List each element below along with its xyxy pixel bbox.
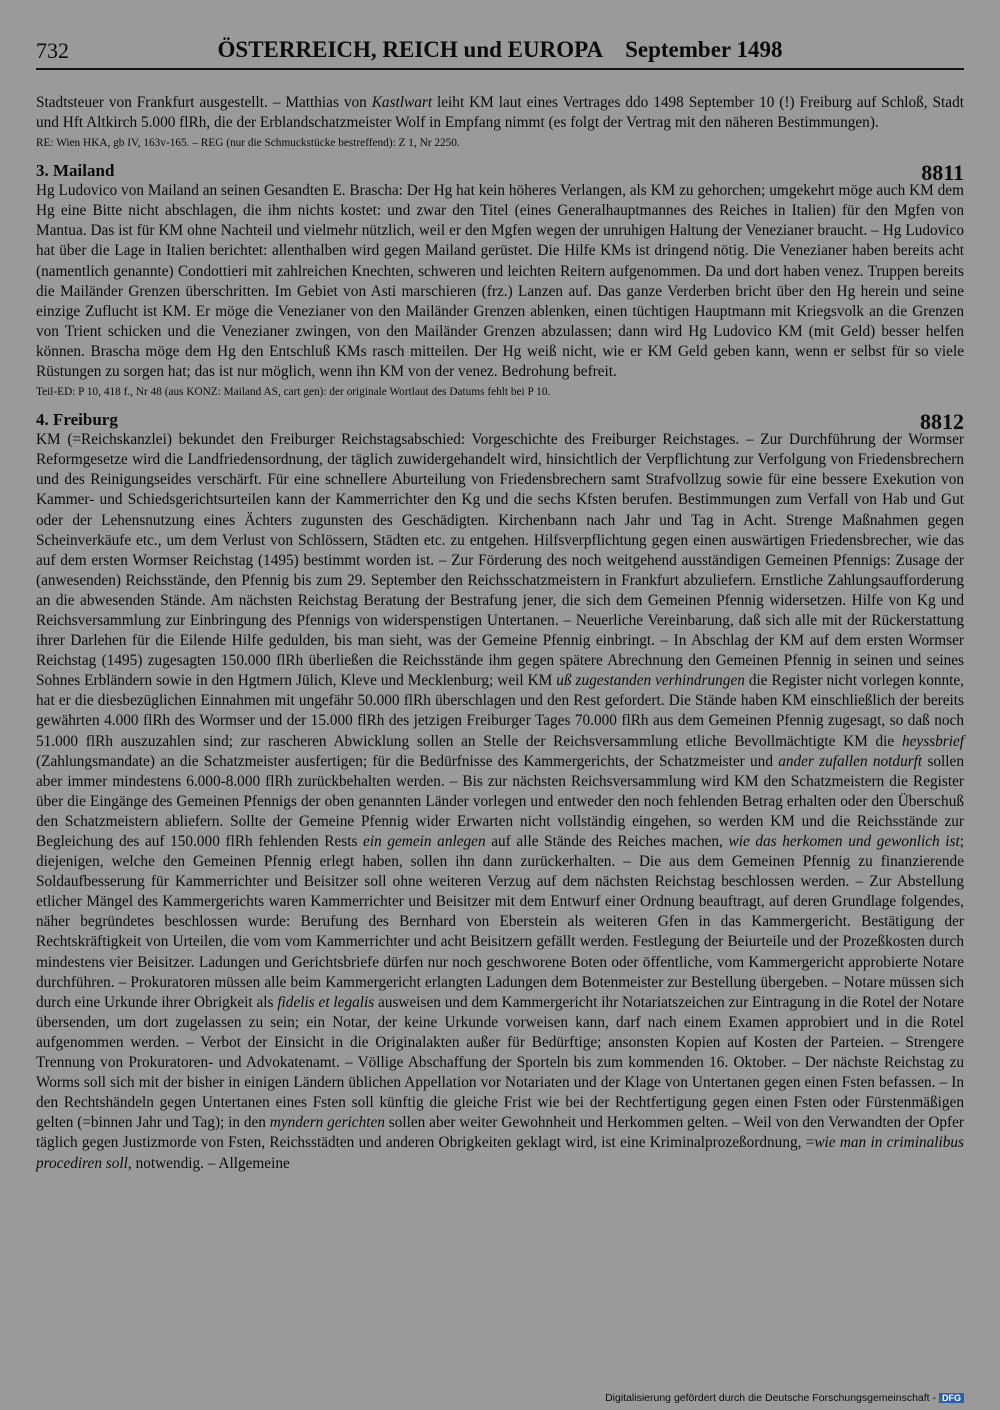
entry-number: 8812	[920, 409, 964, 435]
text-run: , notwendig. – Allgemeine	[127, 1154, 290, 1172]
text-run: Stadtsteuer von Frankfurt ausgestellt. – Matthias von	[36, 94, 372, 111]
intro-paragraph	[36, 93, 964, 133]
page-content	[36, 93, 964, 1174]
section-heading-freiburg	[36, 405, 964, 435]
footer-credit	[605, 1392, 964, 1404]
text-run: ausweisen und dem Kammergericht ihr Notariatszeichen zur Eintragung in die Rotel der Notare übersenden, um dort zugelassen zu sein; ein Notar, der keine Urkunde vorweisen kann, darf nach einem Examen approbiert und in die Rotel aufgenommen werden. – Verbot der Einsicht in die Originalakten außer für Bedürftige; ansonsten Kopien auf Kosten der Parteien. – Strengere Trennung von Prokuratoren- und Advokatenamt. – Völlige Abschaffung der Sporteln bis zum kommenden 16. Oktober. – Der nächste Reichstag zu Worms soll sich mit der bisher in einigen Ländern üblichen Appellation vor Notariaten und der Klage von Untertanen gegen einen Fsten befassen. – In den Rechtshändeln gegen Untertanen eines Fsten soll künftig die gleiche Frist wie bei der Rechtfertigung gegen einen Fsten oder Fürstenmäßigen gelten (=binnen Jahr und Tag); in den	[36, 993, 964, 1132]
italic-run: fidelis et legalis	[277, 993, 375, 1011]
footer-text: Digitalisierung gefördert durch die Deutsche Forschungsgemeinschaft -	[605, 1392, 936, 1404]
italic-run: ander zufallen notdurft	[778, 752, 923, 770]
text-run: sollen aber immer mindestens 6.000-8.000 flRh zurückbehalten werden. – Bis zur nächsten Reichsversammlung wird KM den Schatzmeistern die Register über die Eingänge des Gemeinen Pfennigs der oben genannten Länder vorlegen und entweder den noch fehlenden Betrag erhalten oder den Überschuß den Schatzmeistern abliefern. Sollte der Gemeine Pfennig wider Erwarten nicht vollständig eingehen, so werden KM und die Reichsstände zur Begleichung des auf 150.000 flRh fehlenden Rests	[36, 752, 964, 850]
section-paragraph-freiburg	[36, 430, 964, 1173]
italic-run: heyssbrief	[901, 732, 964, 750]
italic-run: wie das herkomen und gewonlich ist	[728, 833, 960, 850]
text-run: ; diejenigen, welche den Gemeinen Pfennig erlegt haben, sollen ihn dann zurückerhalten. – Die aus dem Gemeinen Pfennig zu finanzierende Soldaufbesserung für Kammerrichter und Beisitzer soll ohne weiteren Verzug auf dem nächsten Reichstag beschlossen werden. – Zur Abstellung etlicher Mängel des Kammergerichts waren Kammerrichter und Beisitzer mit dem Entwurf einer Ordnung beauftragt, auf deren Grundlage folgendes, näher begründetes beschlossen wurde: Berufung des Bernhard von Eberstein als weiteren Gfen in das Kammergericht. Bestätigung der Rechtskräftigkeit von Urteilen, die vom vom Kammerrichter und acht Beisitzern gefällt werden. Festlegung der Beiurteile und der Prozeßkosten durch mindestens vier Beisitzer. Ladungen und Gerichtsbriefe dürfen nur noch geschworene Boten oder öffentliche, vom Kammergericht approbierte Notare durchführen. – Prokuratoren müssen alle beim Kammergericht erlangten Ladungen dem Botenmeister zur Bestellung übergeben. – Notare müssen sich durch eine Urkunde ihrer Obrigkeit als	[36, 833, 965, 1011]
italic-run: wie man in criminalibus procediren soll	[36, 1134, 964, 1172]
italic-run: myndern gerichten	[269, 1114, 385, 1132]
section-source-note: Teil-ED: P 10, 418 f., Nr 48 (aus KONZ: Mailand AS, cart gen): der originale Wortlaut des Datums fehlt bei P 10.	[36, 386, 551, 399]
text-run: leiht KM laut eines Vertrages ddo 1498 September 10 (!) Freiburg auf Schloß, Stadt und Hft Altkirch 5.000 flRh, die der Erblandschatzmeister Wolf in Empfang nimmt (es folgt der Vertrag mit den näheren Bestimmungen).	[36, 94, 964, 132]
text-run: auf alle Stände des Reiches machen,	[485, 833, 729, 850]
section-heading-mailand	[36, 156, 964, 186]
text-run: (Zahlungsmandate) an die Schatzmeister ausfertigen; für die Bedürfnisse des Kammergerichts, der Schatzmeister und	[36, 752, 779, 770]
text-run: KM (=Reichskanzlei) bekundet den Freiburger Reichstagsabschied: Vorgeschichte des Freiburger Reichstages. – Zur Durchführung der Wormser Reformgesetze wird die Landfriedensordnung, der täglich zuwidergehandelt wird, hinsichtlich der Verpflichtung zur Verfolgung von Friedensbrechern und des Reinigungseides verschärft. Für eine schnellere Aburteilung von Friedensbrechern samt Strafvollzug sowie für eine bessere Exekution von Kammer- und Schiedsgerichtsurteilen kann der Kammerrichter den Kg und die sechs Kfsten berufen. Bestimmungen zum Verfall von Hab und Gut oder der Lehensnutzung eines Ächters zugunsten des Geschädigten. Kirchenbann nach Jahr und Tag in Acht. Strenge Maßnahmen gegen Scheinverkäufe etc., um dem Verlust von Schlössern, Städten etc. zu entgehen. Hilfsverpflichtung gegen einen auswärtigen Friedensbrecher, wie das auf dem ersten Wormser Reichstag (1495) bestimmt worden ist. – Zur Förderung des noch weitgehend ausständigen Gemeinen Pfennigs: Zusage der (anwesenden) Reichsstände, den Pfennig bis zum 29. September den Reichsschatzmeistern in Frankfurt abzuliefern. Ernstliche Zahlungsaufforderung an die abwesenden Stände. Am nächsten Reichstag Beratung der Bestrafung jener, die sich dem Gemeinen Pfennig widersetzen. Hilfe von Kg und Reichsversammlung zur Einbringung des Pfennigs von widerspenstigen Untertanen. – Neuerliche Vereinbarung, daß sich alle mit der Rückerstattung ihrer Darlehen für die Eilende Hilfe gedulden, bis man sieht, was der Gemeine Pfennig einbringt. – In Abschlag der KM auf dem ersten Wormser Reichstag (1495) zugesagten 150.000 flRh überließen die Reichsstände ihm gegen spätere Abrechnung den Gemeinen Pfennig in seinen und seines Sohnes Erbländern sowie in den Hgtmern Jülich, Kleve und Mecklenburg; weil KM	[36, 431, 964, 690]
dfg-logo: DFG	[939, 1393, 964, 1403]
italic-run: Kastlwart	[371, 94, 433, 111]
italic-run: uß zugestanden verhindrungen	[556, 672, 745, 690]
running-title	[36, 37, 964, 63]
page-number: 732	[36, 38, 69, 63]
section-paragraph-mailand: Hg Ludovico von Mailand an seinen Gesandten E. Brascha: Der Hg hat kein höheres Verlangen, als KM zu gehorchen; umgekehrt möge auch KM dem Hg eine Bitte nicht abschlagen, die ihm nichts kostet: und zwar den Titel (eines Generalhauptmannes des Reiches in Italien) für den Mgfen von Mantua. Das ist für KM ohne Nachteil und vielmehr nützlich, weil er den Mgfen wegen der unruhigen Haltung der Venezianer braucht. – Hg Ludovico hat über die Lage in Italien berichtet: allenthalben wird gegen Mailand gerüstet. Die Hilfe KMs ist dringend nötig. Die Venezianer haben bereits acht (namentlich genannte) Condottieri mit zahlreichen Knechten, schweren und leichten Reitern aufgenommen. Da und dort haben venez. Truppen bereits die Mailänder Grenzen überschritten. Im Gebiet von Asti marschieren (frz.) Lanzen auf. Das ganze Verderben bricht über den Hg herein und seine einzige Zuflucht ist KM. Er möge die Venezianer von den Mailänder Grenzen ablenken, einen tüchtigen Hauptmann mit Kriegsvolk an die Grenzen von Trient schicken und die Venezianer zwingen, von den Mailänder Grenzen abzulassen; dann wird Hg Ludovico KM (mit Geld) besser helfen können. Brascha möge dem Hg den Entschluß KMs rasch mitteilen. Der Hg weiß nicht, wie er KM Geld geben kann, wenn er selbst für so viele Rüstungen zu sorgen hat; das ist nur möglich, wenn ihn KM von der venez. Bedrohung befreit.	[36, 182, 964, 381]
text-run: sollen aber weiter Gewohnheit und Herkommen gelten. – Weil von den Verwandten der Opfer täglich gegen Justizmorde von Fsten, Reichsstädten und anderen Obrigkeiten geklagt wird, ist eine Kriminalprozeßordnung, =	[36, 1114, 964, 1152]
section-title: 4. Freiburg	[36, 410, 118, 430]
page-header	[36, 36, 964, 70]
italic-run: ein gemein anlegen	[363, 833, 486, 850]
intro-source-note: RE: Wien HKA, gb IV, 163v-165. – REG (nur die Schmuckstücke bestreffend): Z 1, Nr 2250.	[36, 137, 460, 150]
header-date: September 1498	[625, 37, 783, 62]
section-title: 3. Mailand	[36, 161, 115, 181]
header-title: ÖSTERREICH, REICH und EUROPA	[217, 37, 604, 62]
text-run: die Register nicht vorlegen konnte, hat er die diesbezüglichen Einnahmen mit ungefähr 50.000 flRh überschlagen und den Rest gefordert. Die Stände haben KM einschließlich der bereits gewährten 4.000 flRh des Wormser und der 15.000 flRh des jetzigen Freiburger Tages 70.000 flRh aus dem Gemeinen Pfennig zugesagt, so daß noch 51.000 flRh auszuzahlen sind; zur rascheren Abwicklung sollen an Stelle der Reichsversammlung etliche Bevollmächtigte KM die	[36, 672, 965, 750]
entry-number: 8811	[921, 160, 964, 186]
